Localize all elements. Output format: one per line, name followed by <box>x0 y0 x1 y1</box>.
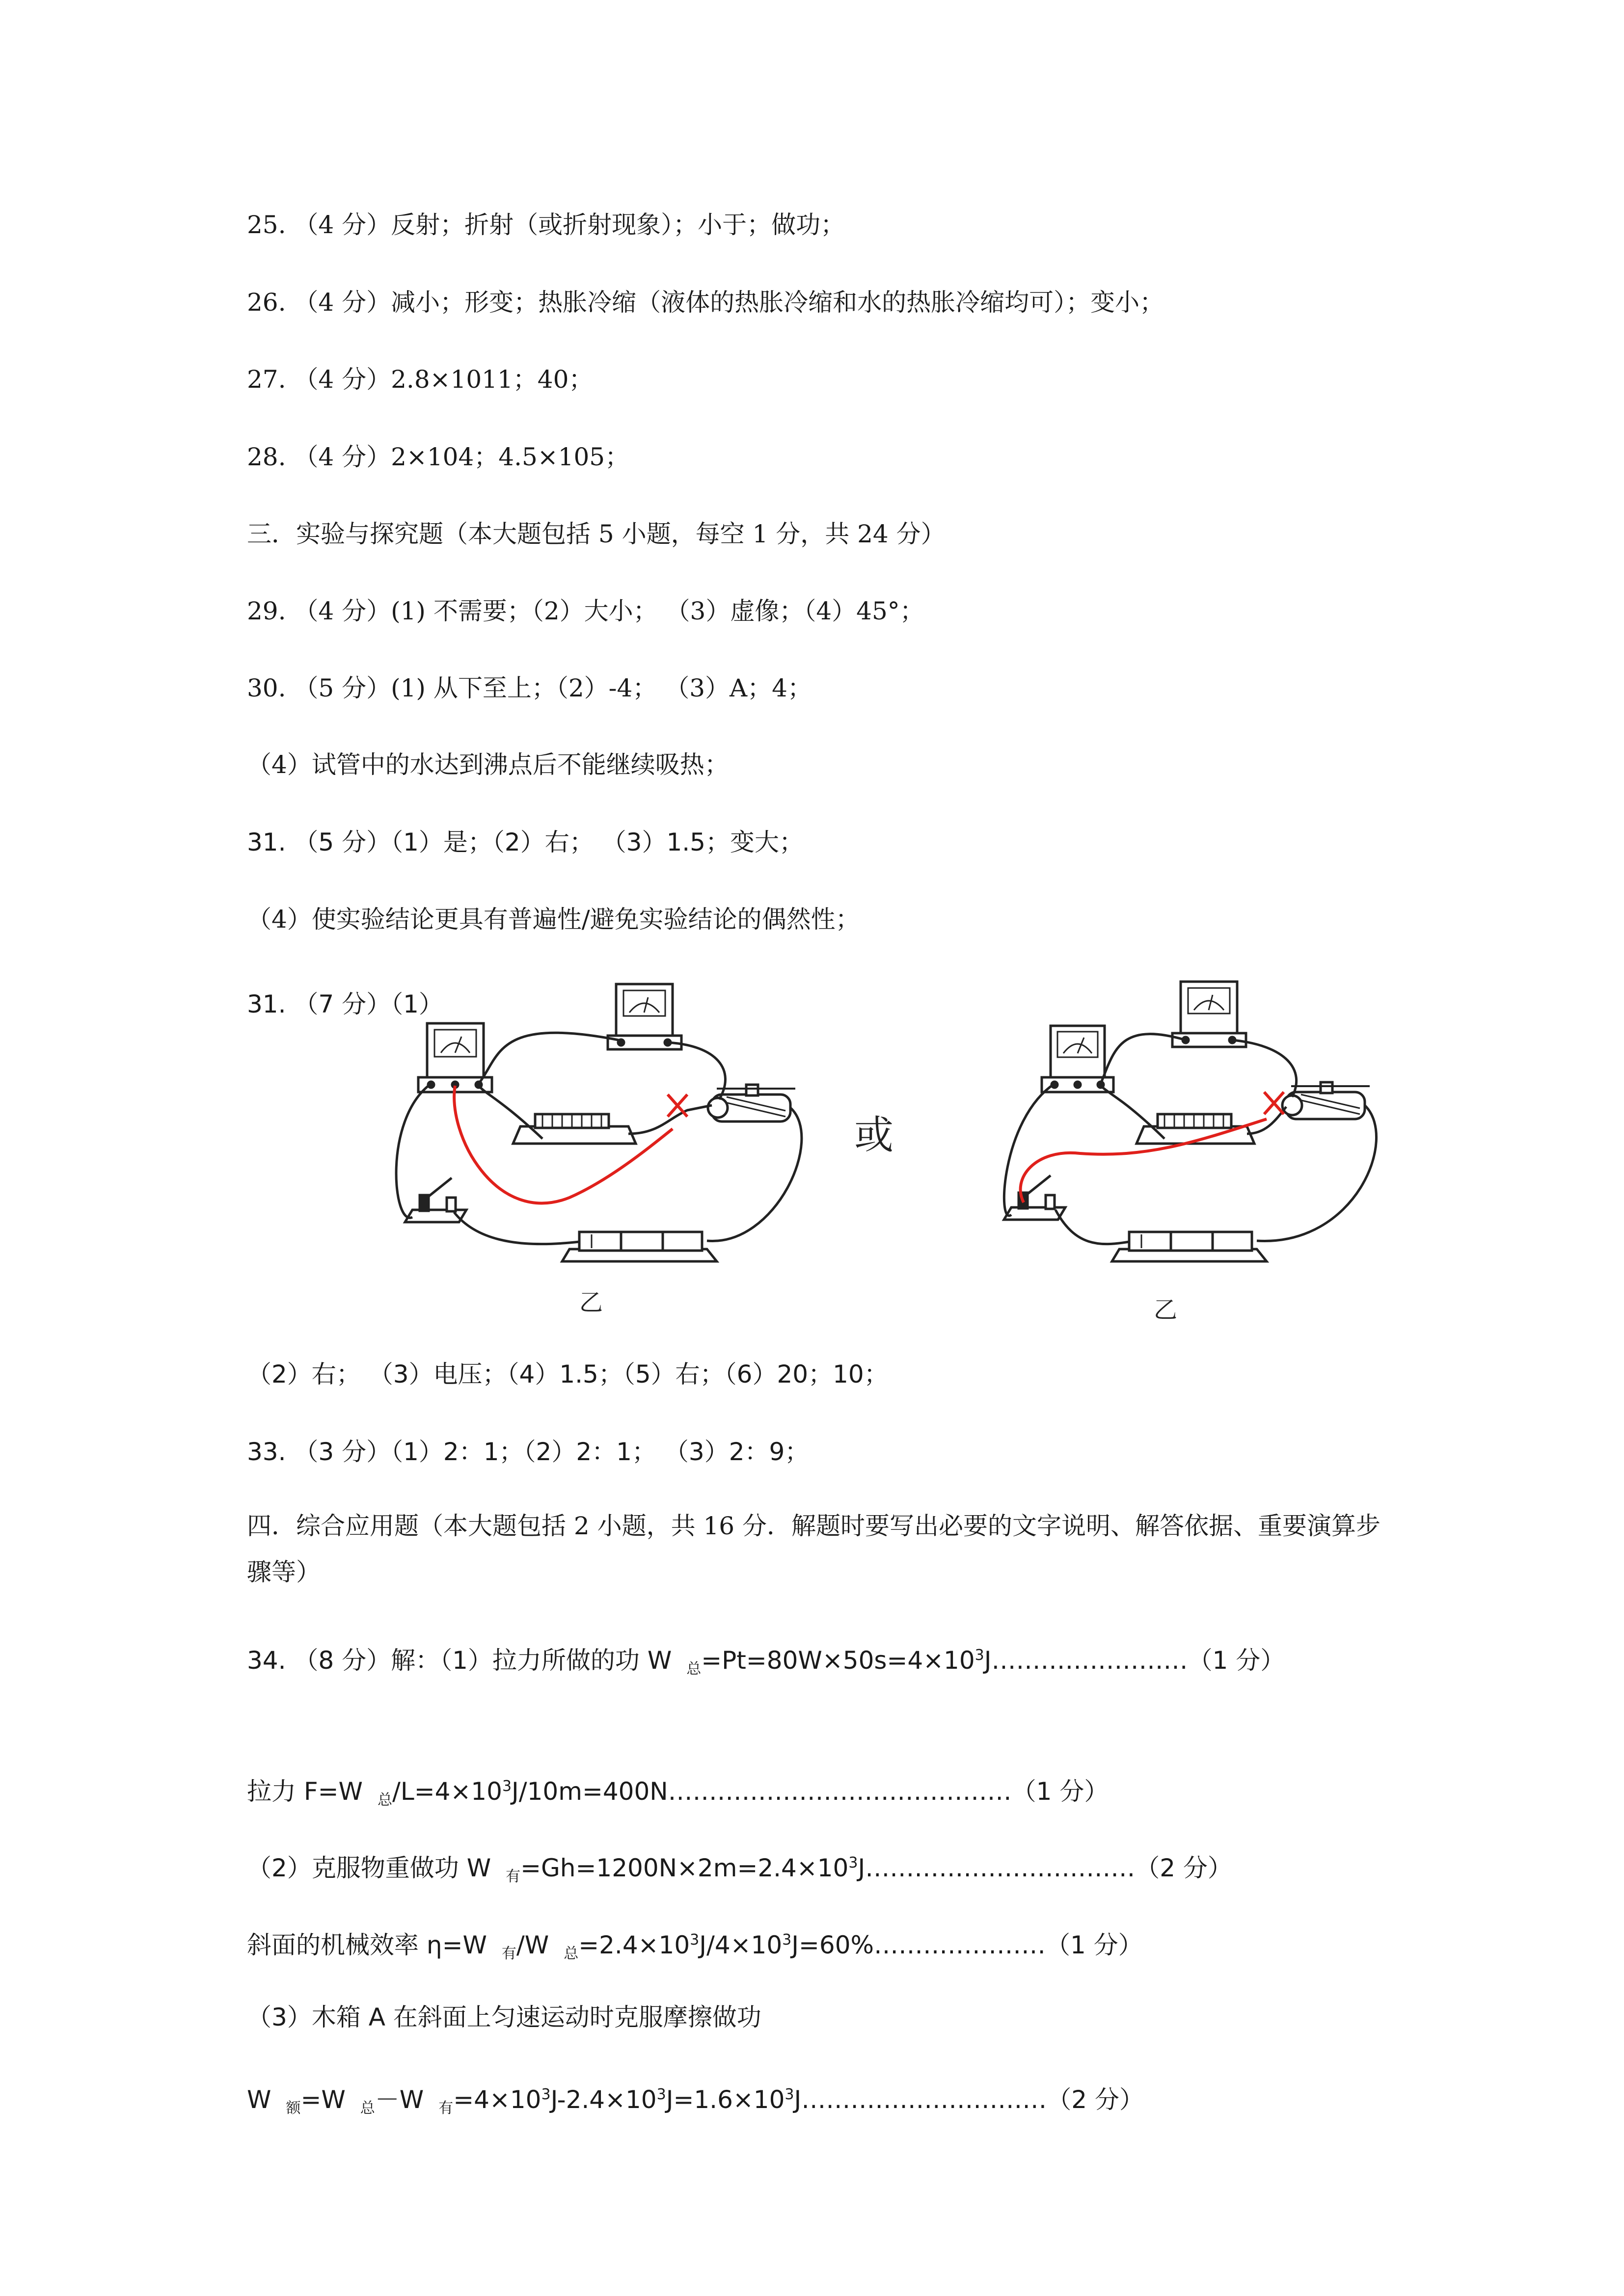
right-circuit <box>1004 982 1377 1261</box>
answer-34-line2 <box>247 1763 1386 1824</box>
q34-l4-exp2: 3 <box>782 1931 792 1949</box>
answer-31b-rest: （2）右； （3）电压；（4）1.5；（5）右；（6）20；10； <box>247 1360 889 1388</box>
q34-l2-sub: 总 <box>378 1791 392 1809</box>
q34-l4-sub1: 有 <box>501 1945 516 1962</box>
q34-l4-sub2: 总 <box>564 1945 579 1962</box>
answer-34-line1 <box>247 1632 1386 1692</box>
answer-34-line5: （3）木箱 A 在斜面上匀速运动时克服摩擦做功 <box>247 2003 761 2031</box>
q34-l4-b: /W <box>516 1931 549 1959</box>
rheostat-icon <box>708 1085 795 1121</box>
q34-l3-c: J……………………………（2 分） <box>858 1854 1232 1882</box>
q34-l4-e: J=60%…………………（1 分） <box>791 1931 1143 1959</box>
ammeter-icon-right <box>1172 982 1246 1047</box>
answer-27: 27. （4 分）2.8×1011；40； <box>247 365 594 394</box>
answer-25: 25. （4 分）反射；折射（或折射现象）；小于；做功； <box>247 211 845 239</box>
q34-l6-sub3: 有 <box>438 2100 454 2117</box>
q34-l6-b: =W <box>300 2085 346 2114</box>
q34-exp: 3 <box>974 1647 984 1664</box>
separator-or: 或 <box>854 1112 893 1158</box>
answer-31b: 31. （7 分）（1） <box>247 990 443 1018</box>
q34-l2-b: /L=4×10 <box>392 1777 502 1806</box>
answer-30: 30. （5 分）(1) 从下至上；（2）-4； （3）A；4； <box>247 674 812 702</box>
q34-l6-c: －W <box>375 2085 424 2114</box>
q34-l6-f: J=1.6×10 <box>666 2085 785 2114</box>
q34-l6-exp3: 3 <box>785 2086 794 2103</box>
answer-28: 28. （4 分）2×104；4.5×105； <box>247 443 630 471</box>
q34-l6-exp1: 3 <box>541 2086 551 2103</box>
right-red-wire <box>1021 1092 1284 1202</box>
section-3-heading: 三．实验与探究题（本大题包括 5 小题，每空 1 分，共 24 分） <box>247 520 946 548</box>
q34-tail: J……………………（1 分） <box>984 1646 1285 1675</box>
answer-34-line4 <box>247 1917 1386 1977</box>
q34-l6-e: J-2.4×10 <box>550 2085 657 2114</box>
q34-head: 34. （8 分）解：（1）拉力所做的功 W <box>247 1646 672 1675</box>
answer-34-line6 <box>247 2071 1386 2132</box>
q34-l6-sub2: 总 <box>360 2100 375 2117</box>
q34-l6-exp2: 3 <box>656 2086 666 2103</box>
battery-icon <box>562 1232 717 1261</box>
q34-l4-c: =2.4×10 <box>578 1931 690 1959</box>
q34-l6-d: =4×10 <box>453 2085 541 2114</box>
q34-formula: =Pt=80W×50s=4×10 <box>701 1646 975 1675</box>
q34-l6-g: J…………………………（2 分） <box>794 2085 1144 2114</box>
q34-l6-sub1: 额 <box>286 2100 301 2117</box>
q34-l3-b: =Gh=1200N×2m=2.4×10 <box>520 1854 849 1882</box>
q34-l2-c: J/10m=400N……………………………………（1 分） <box>512 1777 1109 1806</box>
battery-icon-right <box>1112 1232 1267 1261</box>
answer-30-part4: （4）试管中的水达到沸点后不能继续吸热； <box>247 750 729 779</box>
q34-l6-a: W <box>247 2085 271 2114</box>
q34-l3-sub: 有 <box>506 1868 521 1885</box>
answer-31a: 31. （5 分）（1）是；（2）右； （3）1.5；变大； <box>247 828 804 856</box>
q34-l3-exp: 3 <box>848 1854 858 1871</box>
voltmeter-icon-right <box>1042 1026 1113 1092</box>
q34-l4-exp1: 3 <box>690 1931 700 1949</box>
q34-l2-exp: 3 <box>502 1778 512 1795</box>
answer-34-line3 <box>247 1840 1386 1900</box>
q34-l2-a: 拉力 F=W <box>247 1777 363 1806</box>
q34-l4-a: 斜面的机械效率 η=W <box>247 1931 487 1959</box>
q34-l4-d: J/4×10 <box>699 1931 783 1959</box>
q34-sub-total: 总 <box>686 1660 702 1678</box>
answer-31a-part4: （4）使实验结论更具有普遍性/避免实验结论的偶然性； <box>247 905 860 934</box>
answer-26: 26. （4 分）减小；形变；热胀冷缩（液体的热胀冷缩和水的热胀冷缩均可）；变小； <box>247 288 1164 317</box>
right-caption: 乙 <box>1154 1296 1178 1324</box>
answer-29: 29. （4 分）(1) 不需要；（2）大小； （3）虚像；（4）45°； <box>247 597 924 625</box>
circuit-figure <box>373 972 1404 1335</box>
q34-l3-a: （2）克服物重做功 W <box>247 1854 491 1882</box>
answer-33: 33. （3 分）（1）2：1；（2）2：1； （3）2：9； <box>247 1438 810 1466</box>
section-4-heading: 四．综合应用题（本大题包括 2 小题，共 16 分．解题时要写出必要的文字说明、解答依据、重要演算步骤等） <box>247 1512 1381 1586</box>
left-caption: 乙 <box>579 1289 603 1316</box>
